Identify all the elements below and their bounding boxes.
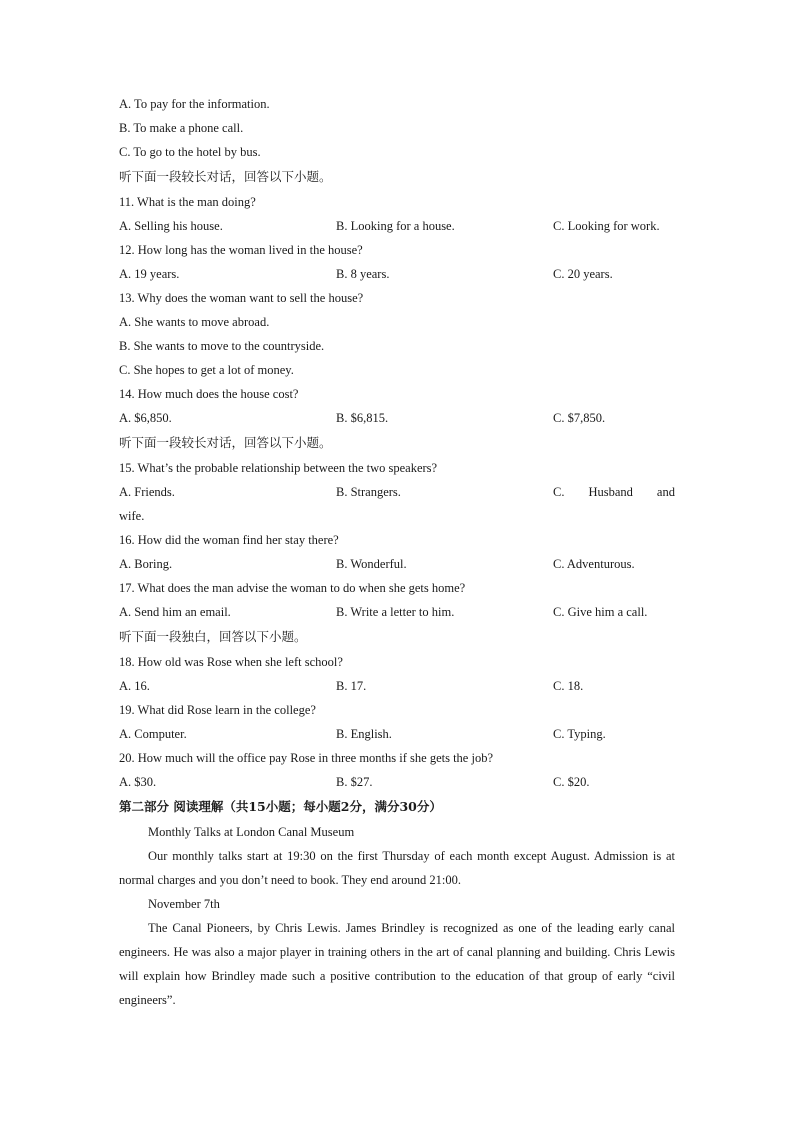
option-c: C. 18. [553,679,584,693]
options-20 [119,770,675,794]
option-c: C. Typing. [553,727,606,741]
question-13: 13. Why does the woman want to sell the house? [119,291,364,305]
question-20: 20. How much will the office pay Rose in three months if she gets the job? [119,751,493,765]
option-b: B. $27. [336,775,373,789]
option-b: B. She wants to move to the countryside. [119,339,325,353]
options-16 [119,552,675,576]
option-a: A. $30. [119,775,157,789]
option-c: C. $7,850. [553,411,606,425]
options-19 [119,722,675,746]
option-b: B. Wonderful. [336,557,407,571]
option-b: B. Write a letter to him. [336,605,455,619]
question-15: 15. What’s the probable relationship between the two speakers? [119,461,438,475]
option-c-word: Husband [588,485,633,499]
option-c-continuation: wife. [119,509,145,523]
options-14 [119,406,675,430]
reading-paragraph: Our monthly talks start at 19:30 on the first Thursday of each month except August. Admission is at normal charges and you don’t need to book. They end around 21:00. [119,849,675,887]
option-text: B. To make a phone call. [119,121,244,135]
option-a: A. Send him an email. [119,605,231,619]
option-b: B. 8 years. [336,267,390,281]
option-a: A. Boring. [119,557,173,571]
option-text: C. To go to the hotel by bus. [119,145,261,159]
option-b: B. $6,815. [336,411,389,425]
options-12 [119,262,675,286]
option-c-letter: C. [553,485,565,499]
exam-page [119,92,675,1012]
options-18 [119,674,675,698]
option-b: B. Looking for a house. [336,219,455,233]
options-17 [119,600,675,624]
option-c: C. Looking for work. [553,219,660,233]
question-19: 19. What did Rose learn in the college? [119,703,316,717]
option-a: A. 16. [119,679,150,693]
reading-paragraph: The Canal Pioneers, by Chris Lewis. James Brindley is recognized as one of the leading early canal engineers. He was also a major player in training others in the art of canal planning and building. Chris Lewis will explain how Brindley made such a positive contribution to the education of that group of early “civil engineers”. [119,921,675,1007]
question-16: 16. How did the woman find her stay there? [119,533,339,547]
section-instruction: 听下面一段独白，回答以下小题。 [119,629,307,644]
option-b: B. English. [336,727,392,741]
section-instruction: 听下面一段较长对话，回答以下小题。 [119,435,332,450]
option-c-word: and [656,485,675,499]
question-14: 14. How much does the house cost? [119,387,299,401]
option-a: A. She wants to move abroad. [119,315,270,329]
option-text: A. To pay for the information. [119,97,270,111]
question-17: 17. What does the man advise the woman to do when she gets home? [119,581,466,595]
section-instruction: 听下面一段较长对话，回答以下小题。 [119,169,332,184]
option-a: A. Friends. [119,485,175,499]
option-c [553,480,675,504]
option-c: C. She hopes to get a lot of money. [119,363,294,377]
option-c: C. 20 years. [553,267,613,281]
options-15 [119,480,675,504]
option-a: A. Computer. [119,727,187,741]
reading-date: November 7th [148,897,220,911]
option-c: C. Adventurous. [553,557,635,571]
option-c: C. Give him a call. [553,605,648,619]
option-a: A. Selling his house. [119,219,223,233]
option-a: A. 19 years. [119,267,180,281]
option-b: B. 17. [336,679,367,693]
option-c: C. $20. [553,775,590,789]
option-a: A. $6,850. [119,411,172,425]
question-11: 11. What is the man doing? [119,195,256,209]
question-12: 12. How long has the woman lived in the house? [119,243,363,257]
option-b: B. Strangers. [336,485,401,499]
part-heading: 第二部分 阅读理解（共15小题；每小题2分，满分30分） [119,799,442,814]
options-11 [119,214,675,238]
reading-title: Monthly Talks at London Canal Museum [148,825,355,839]
question-18: 18. How old was Rose when she left school? [119,655,343,669]
